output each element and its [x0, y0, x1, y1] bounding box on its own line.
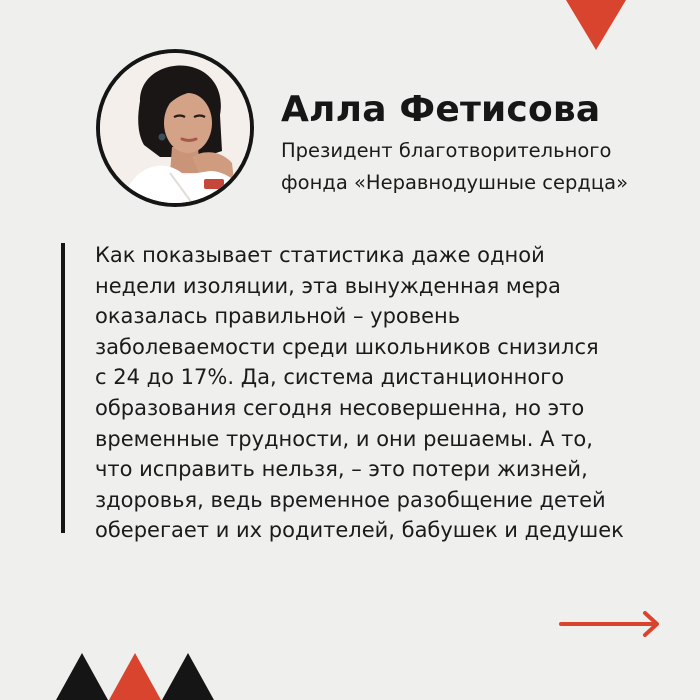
quote-line: здоровья, ведь временное разобщение детей [95, 487, 606, 512]
speaker-role-line: Президент благотворительного [281, 139, 612, 162]
quote-text [95, 240, 624, 546]
arrow-right-icon[interactable] [559, 609, 663, 639]
quote-line: что исправить нельзя, – это потери жизней, [95, 457, 588, 482]
speaker-role-line: фонда «Неравнодушные сердца» [281, 171, 629, 194]
quote-line: заболеваемости среди школьников снизился [95, 334, 599, 359]
quote-line: недели изоляции, эта вынужденная мера [95, 273, 561, 298]
quote-line: образования сегодня несовершенна, но это [95, 395, 585, 420]
decorative-triangles [0, 650, 220, 700]
quote-line: с 24 до 17%. Да, система дистанционного [95, 365, 565, 390]
speaker-name: Алла Фетисова [281, 89, 601, 130]
decorative-red-triangle [566, 0, 626, 50]
speaker-role [281, 135, 628, 199]
speaker-portrait [96, 49, 254, 207]
quote-bar [61, 243, 65, 533]
quote-line: временные трудности, и они решаемы. А то, [95, 426, 593, 451]
quote-line: оказалась правильной – уровень [95, 304, 461, 329]
quote-line: оберегает и их родителей, бабушек и дедушек [95, 518, 624, 543]
quote-line: Как показывает статистика даже одной [95, 243, 545, 267]
